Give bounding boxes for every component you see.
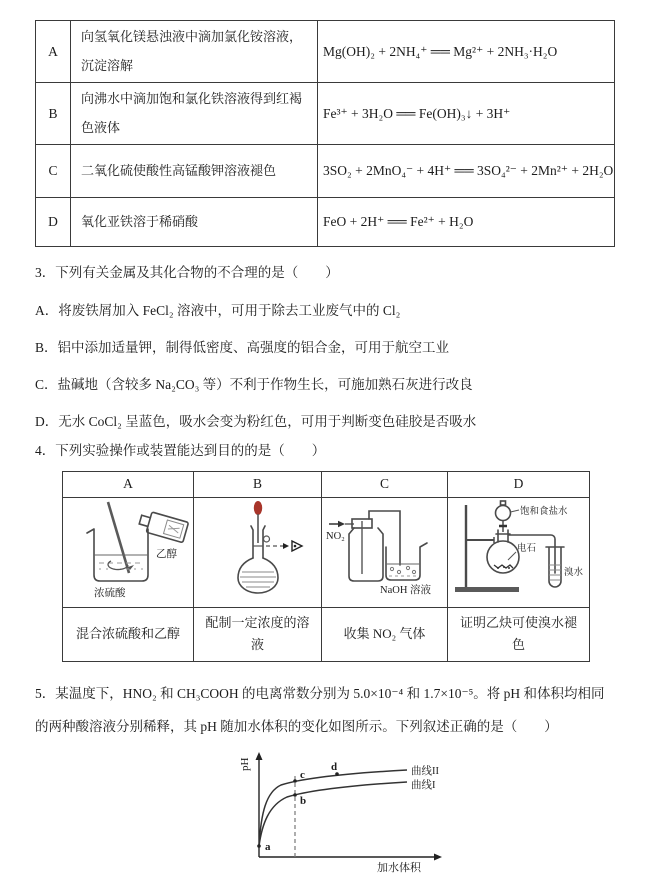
ethanol-label: 乙醇 bbox=[156, 548, 177, 560]
sulfuric-acid-label: 浓硫酸 bbox=[94, 587, 126, 599]
eye-icon bbox=[292, 541, 302, 551]
apparatus-header-row bbox=[63, 471, 590, 497]
row-equation: Fe³⁺ + 3H₂O ══ Fe(OH)₃↓ + 3H⁺ bbox=[318, 83, 615, 145]
header-cell-a: A bbox=[63, 471, 194, 497]
row-option-label: A bbox=[36, 21, 71, 83]
curve-1-label: 曲线I bbox=[411, 779, 436, 791]
reaction-table bbox=[35, 20, 615, 247]
reagent-bottle-icon bbox=[138, 509, 189, 542]
apparatus-caption-b: 配制一定浓度的溶液 bbox=[194, 607, 322, 662]
table-row bbox=[36, 83, 615, 145]
x-axis-arrow-icon bbox=[434, 853, 442, 860]
apparatus-diagram-c bbox=[322, 497, 448, 607]
apparatus-caption-d: 证明乙炔可使溴水褪色 bbox=[448, 607, 590, 662]
bromine-water-label: 溴水 bbox=[563, 567, 583, 578]
row-option-label: D bbox=[36, 198, 71, 247]
ph-dilution-graph bbox=[221, 745, 615, 878]
table-row bbox=[36, 145, 615, 198]
question-3-option-d: D．无水 CoCl₂ 呈蓝色，吸水会变为粉红色，可用于判断变色硅胶是否吸水 bbox=[35, 414, 477, 430]
header-cell-c: C bbox=[322, 471, 448, 497]
stirring-rod-icon bbox=[108, 502, 129, 573]
header-cell-d: D bbox=[448, 471, 590, 497]
gas-bottle-icon bbox=[349, 528, 383, 581]
gas-collection-icon bbox=[324, 499, 446, 601]
table-row bbox=[36, 21, 615, 83]
point-a-label: a bbox=[265, 840, 271, 853]
row-equation: 3SO₂ + 2MnO₄⁻ + 4H⁺ ══ 3SO₄²⁻ + 2Mn²⁺ + 2H₂O bbox=[318, 145, 615, 198]
row-description: 向氢氧化镁悬浊液中滴加氯化铵溶液，沉淀溶解 bbox=[71, 21, 318, 83]
dropper-bulb-icon bbox=[253, 501, 261, 515]
outlet-tube-icon bbox=[369, 511, 400, 565]
apparatus-caption-c: 收集 NO₂ 气体 bbox=[322, 607, 448, 662]
row-option-label: B bbox=[36, 83, 71, 145]
row-description: 向沸水中滴加饱和氯化铁溶液得到红褐色液体 bbox=[71, 83, 318, 145]
apparatus-diagram-d bbox=[448, 497, 590, 607]
ph-graph-icon bbox=[221, 745, 459, 873]
row-description: 二氧化硫使酸性高锰酸钾溶液褪色 bbox=[71, 145, 318, 198]
beaker-icon bbox=[386, 543, 427, 580]
mixing-acid-ethanol-icon bbox=[66, 499, 190, 601]
row-option-label: C bbox=[36, 145, 71, 198]
apparatus-diagram-a bbox=[63, 497, 194, 607]
separating-funnel-icon bbox=[495, 505, 510, 520]
acetylene-setup-icon bbox=[451, 499, 587, 601]
point-c bbox=[293, 779, 297, 783]
y-axis-label: pH bbox=[239, 757, 251, 771]
question-3-option-c: C．盐碱地（含较多 Na₂CO₃ 等）不利于作物生长，可施加熟石灰进行改良 bbox=[35, 377, 473, 393]
question-4-stem: 4．下列实验操作或装置能达到目的的是（ ） bbox=[35, 443, 326, 459]
question-3-option-a: A．将废铁屑加入 FeCl₂ 溶液中，可用于除去工业废气中的 Cl₂ bbox=[35, 302, 401, 318]
apparatus-caption-a: 混合浓硫酸和乙醇 bbox=[63, 607, 194, 662]
header-cell-b: B bbox=[194, 471, 322, 497]
question-5-stem: 5．某温度下，HNO₂ 和 CH₃COOH 的电离常数分别为 5.0×10⁻⁴ 和 1.7×10⁻⁵。将 pH 和体积均相同的两种酸溶液分别稀释，其 pH 随加水体积的变化如图所示。下列叙述正确的是（ ） bbox=[35, 686, 605, 734]
x-axis-label: 加水体积 bbox=[377, 861, 421, 874]
y-axis-arrow-icon bbox=[256, 752, 263, 760]
point-d-label: d bbox=[331, 760, 338, 773]
apparatus-table bbox=[62, 471, 590, 663]
apparatus-figure-row bbox=[63, 497, 590, 607]
carbide-label: 电石 bbox=[516, 543, 536, 554]
point-b bbox=[293, 793, 297, 797]
round-flask-icon bbox=[487, 541, 519, 573]
volumetric-flask-icon bbox=[196, 499, 320, 601]
table-row bbox=[36, 198, 615, 247]
stand-base-icon bbox=[455, 587, 519, 592]
point-c-label: c bbox=[300, 768, 305, 781]
question-3-stem: 3．下列有关金属及其化合物的不合理的是（ ） bbox=[35, 265, 339, 281]
naoh-label: NaOH 溶液 bbox=[379, 584, 431, 596]
curve-2 bbox=[259, 770, 407, 846]
curve-2-label: 曲线II bbox=[411, 765, 439, 777]
row-description: 氧化亚铁溶于稀硝酸 bbox=[71, 198, 318, 247]
question-3-option-b: B．铝中添加适量钾，制得低密度、高强度的铝合金，可用于航空工业 bbox=[35, 339, 450, 355]
row-equation: Mg(OH)₂ + 2NH₄⁺ ══ Mg²⁺ + 2NH₃·H₂O bbox=[318, 21, 615, 83]
row-equation: FeO + 2H⁺ ══ Fe²⁺ + H₂O bbox=[318, 198, 615, 247]
brine-label: 饱和食盐水 bbox=[519, 506, 568, 517]
apparatus-diagram-b bbox=[194, 497, 322, 607]
curve-1 bbox=[259, 782, 407, 846]
no2-label: NO₂ bbox=[325, 530, 345, 542]
point-a bbox=[257, 844, 261, 848]
apparatus-caption-row bbox=[63, 607, 590, 662]
point-b-label: b bbox=[300, 794, 307, 807]
